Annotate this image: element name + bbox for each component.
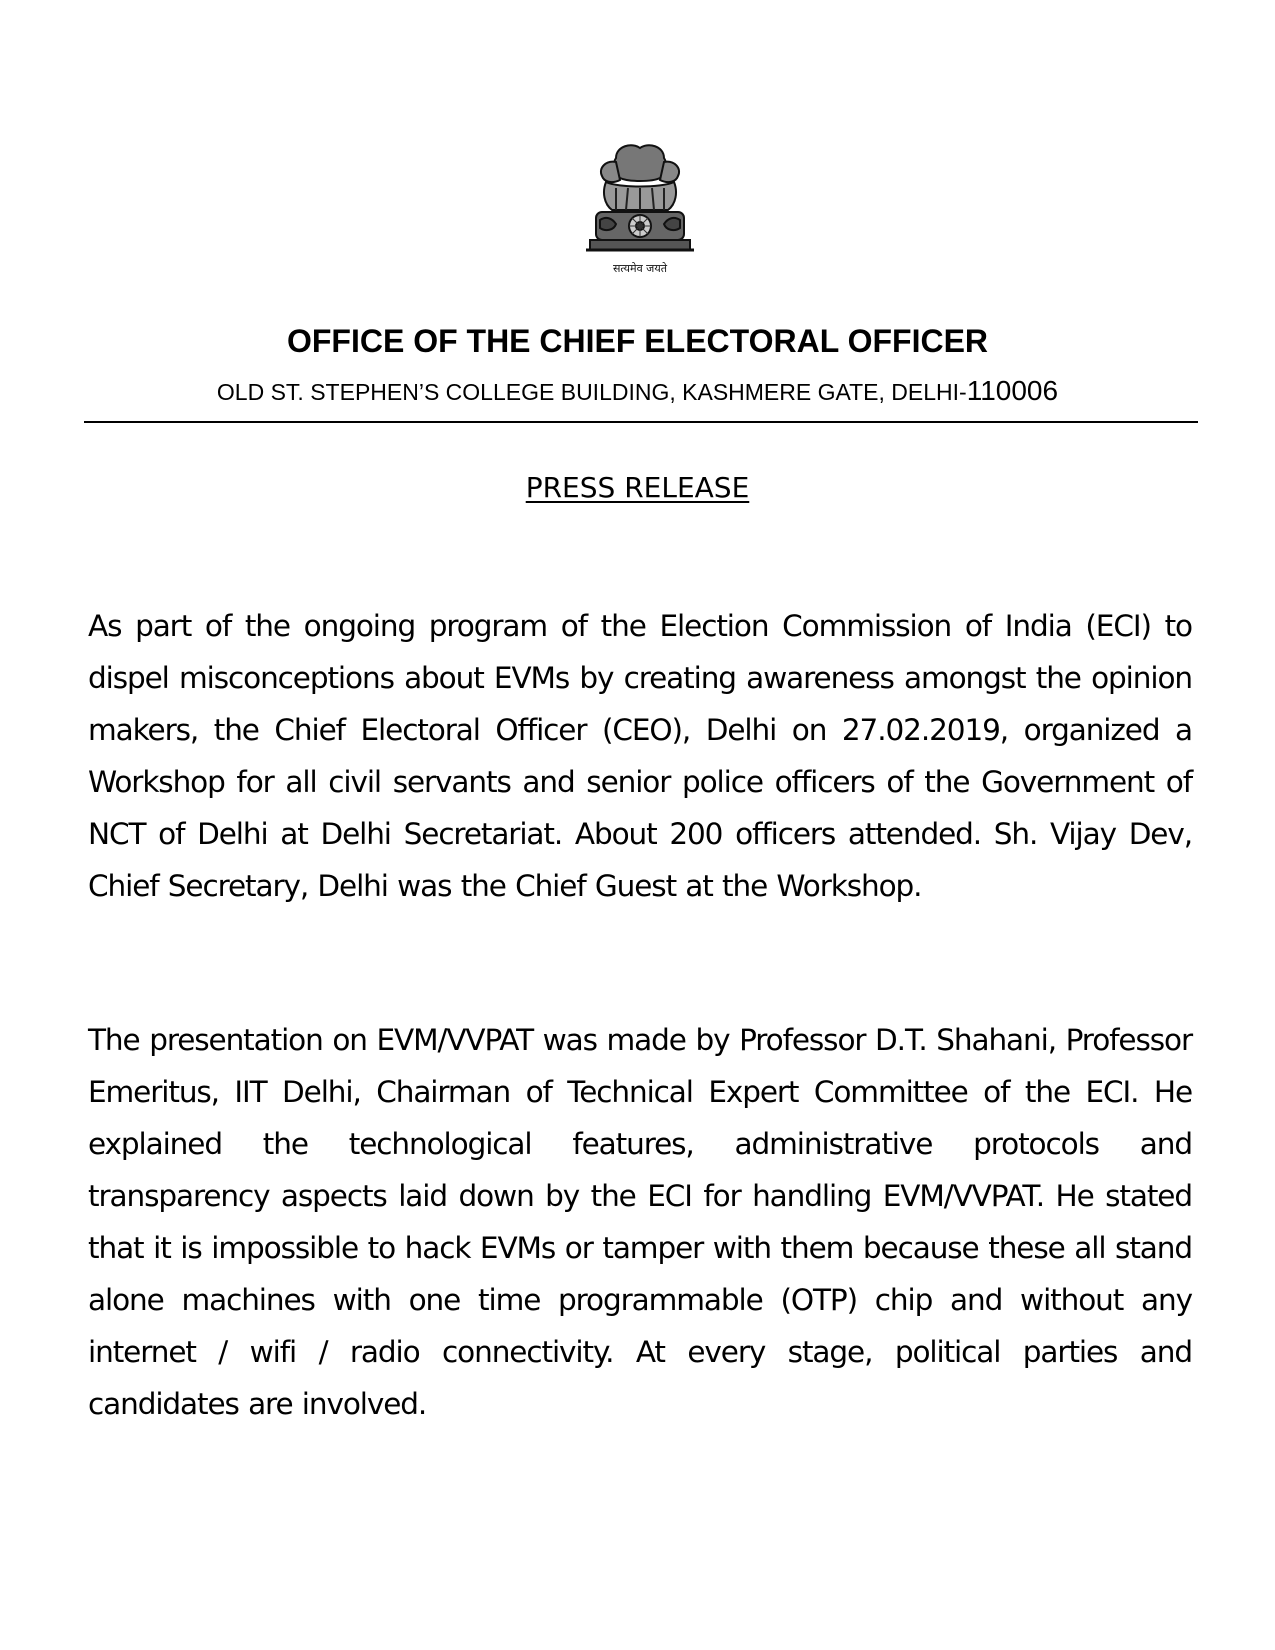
address-text: OLD ST. STEPHEN’S COLLEGE BUILDING, KASHMERE GATE, DELHI- — [216, 379, 967, 405]
body-paragraph-2: The presentation on EVM/VVPAT was made by Professor D.T. Shahani, Professor Emeritus, IIT Delhi, Chairman of Technical Expert Committee of the ECI. He explained the technological features, administrative protocols and transparency aspects laid down by the ECI for handling EVM/VVPAT. He stated that it is impossible to hack EVMs or tamper with them because these all stand alone machines with one time programmable (OTP) chip and without any internet / wifi / radio connectivity. At every stage, political parties and candidates are involved. — [88, 1022, 1192, 1421]
body-paragraph-1: As part of the ongoing program of the Election Commission of India (ECI) to dispel misconceptions about EVMs by creating awareness amongst the opinion makers, the Chief Electoral Officer (CEO), Delhi on 27.02.2019, organized a Workshop for all civil servants and senior police officers of the Government of NCT of Delhi at Delhi Secretariat. About 200 officers attended. Sh. Vijay Dev, Chief Secretary, Delhi was the Chief Guest at the Workshop. — [88, 608, 1192, 903]
document-title: PRESS RELEASE — [525, 471, 750, 504]
office-address — [0, 376, 1275, 407]
national-emblem-icon — [572, 140, 708, 280]
office-title: OFFICE OF THE CHIEF ELECTORAL OFFICER — [286, 323, 989, 359]
emblem-motto: सत्यमेव जयते — [612, 262, 667, 275]
address-pin: 110006 — [966, 375, 1059, 406]
header-divider — [84, 421, 1198, 423]
